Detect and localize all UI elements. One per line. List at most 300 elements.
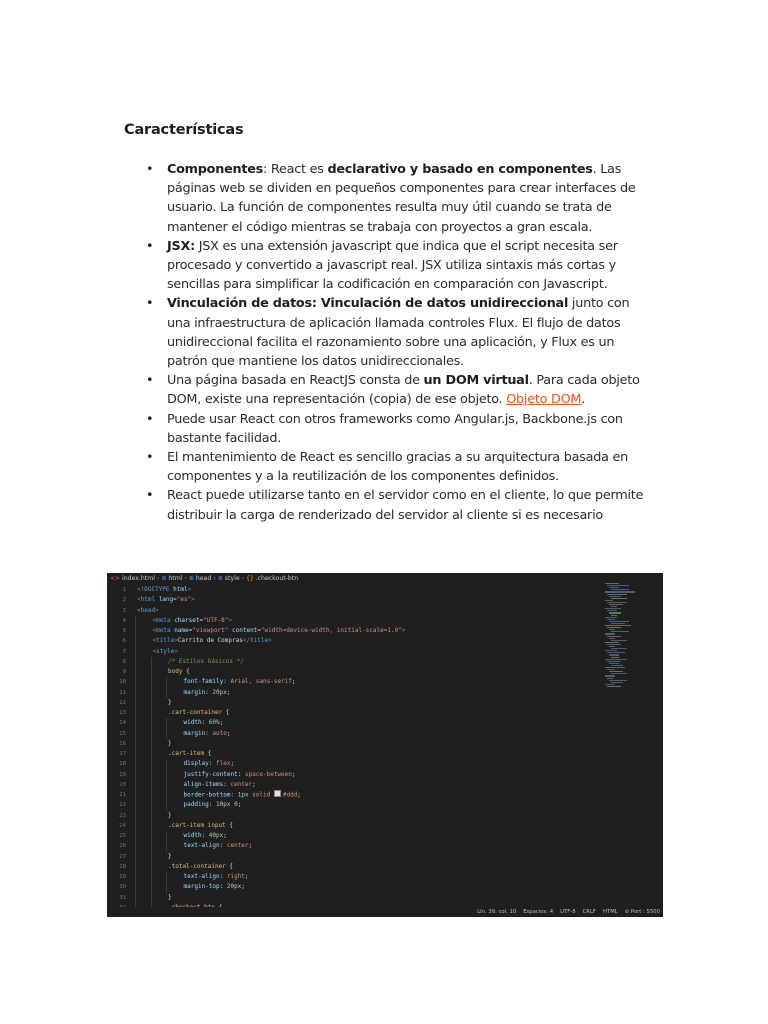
code-token: !DOCTYPE (140, 586, 170, 593)
indent-guide (166, 841, 167, 851)
feature-text: . (581, 392, 586, 408)
breadcrumb-item[interactable]: style (224, 575, 240, 582)
indent-guide (135, 841, 136, 851)
indent-guide (135, 811, 136, 821)
code-token: ; (291, 678, 296, 686)
minimap-line (605, 608, 621, 609)
line-number: 25 (119, 833, 126, 839)
code-token: ; (226, 729, 231, 737)
code-text[interactable] (168, 667, 190, 677)
code-line (107, 636, 663, 646)
code-token: 40px (208, 832, 224, 839)
feature-item (146, 410, 646, 448)
code-token: margin (183, 688, 206, 696)
minimap-line (605, 583, 619, 584)
line-number: 27 (119, 853, 126, 860)
code-text[interactable] (137, 606, 159, 616)
code-token: content (228, 627, 258, 634)
minimap-line (607, 686, 621, 687)
code-line (107, 811, 663, 821)
line-number: 3 (122, 607, 126, 614)
code-token: center (226, 842, 249, 850)
line-number: 10 (119, 679, 126, 686)
status-item[interactable]: Espacios: 4 (523, 909, 554, 915)
code-token: = (199, 616, 204, 624)
indent-guide (151, 688, 152, 698)
code-token: "width=device-width, initial-scale=1.0" (260, 627, 402, 634)
indent-guide (151, 790, 152, 800)
code-token: : (208, 760, 217, 768)
code-line (107, 606, 663, 616)
code-text[interactable] (137, 595, 195, 605)
code-token: } (168, 852, 172, 860)
code-token: /* Estilos básicos */ (168, 657, 244, 665)
indent-guide (151, 882, 152, 892)
indent-guide (135, 677, 136, 687)
feature-text: . Las páginas web se dividen en pequeños componentes para crear interfaces de usuario. La función de componentes resulta muy útil cuando se trata de mantener el código mientras se trabaja con proyectos a gran escala. (167, 162, 636, 235)
indent-guide (166, 790, 167, 800)
minimap-line (611, 606, 617, 607)
minimap-line (607, 619, 615, 620)
line-number: 8 (122, 658, 126, 665)
code-token: align-items (183, 780, 224, 788)
code-area (107, 585, 663, 913)
code-line (107, 626, 663, 636)
status-item[interactable]: HTML (602, 909, 618, 915)
minimap-line (607, 661, 621, 662)
code-text[interactable] (184, 800, 242, 810)
line-number: 13 (119, 710, 126, 716)
indent-guide (151, 862, 152, 872)
code-token: < (152, 647, 157, 655)
minimap-line (609, 638, 615, 639)
code-token: ; (219, 719, 224, 727)
minimap-line (609, 621, 629, 622)
minimap-line (605, 650, 617, 651)
line-number: 23 (119, 812, 126, 819)
indent-guide (135, 657, 136, 667)
code-token: ; (291, 770, 296, 778)
minimap-line (605, 617, 617, 618)
code-text[interactable] (184, 841, 253, 851)
code-line (107, 739, 663, 749)
tag-icon: ⊛ (188, 575, 196, 582)
code-token: Arial, sans-serif (230, 678, 292, 686)
code-token: = (173, 596, 177, 604)
code-token: : (219, 883, 227, 891)
line-number: 22 (119, 802, 126, 809)
minimap-line (605, 667, 625, 668)
line-number: 2 (122, 597, 126, 604)
code-token: > (174, 647, 178, 655)
indent-guide (135, 790, 136, 800)
code-text[interactable] (168, 893, 172, 903)
minimap-line (611, 623, 625, 624)
indent-guide (135, 821, 136, 831)
code-text[interactable] (184, 770, 296, 780)
code-token: < (137, 606, 141, 614)
code-line (107, 616, 663, 626)
code-token: justify-content (183, 770, 238, 778)
code-line (107, 770, 663, 780)
minimap-line (609, 596, 621, 597)
code-token: ; (252, 780, 256, 788)
bold-term: un DOM virtual (423, 373, 529, 389)
code-token: solid (248, 791, 274, 799)
code-text[interactable] (168, 708, 229, 718)
code-line (107, 677, 663, 687)
code-token: : (219, 842, 227, 850)
line-number: 15 (119, 730, 126, 737)
minimap-line (605, 633, 615, 634)
feature-item (146, 237, 646, 295)
indent-guide (166, 677, 167, 687)
indent-guide (135, 626, 136, 636)
code-token: meta (156, 627, 171, 634)
code-text[interactable] (184, 790, 301, 801)
code-line (107, 667, 663, 677)
indent-guide (151, 749, 152, 759)
indent-guide (151, 872, 152, 882)
breadcrumb-separator: › (213, 575, 216, 582)
indent-guide (135, 852, 136, 862)
code-token: title (156, 637, 175, 645)
code-text[interactable] (153, 616, 233, 626)
code-text[interactable] (184, 780, 256, 790)
code-token: } (168, 893, 172, 901)
minimap-line (611, 589, 629, 590)
code-token: meta (156, 616, 171, 624)
breadcrumb-item[interactable]: index.html (121, 575, 155, 582)
minimap-line (611, 657, 619, 658)
code-token: ; (237, 801, 242, 809)
indent-guide (151, 718, 152, 728)
code-token: } (168, 811, 172, 819)
code-token: 1px (237, 791, 249, 799)
code-text[interactable] (184, 882, 245, 892)
code-token: > (187, 586, 192, 593)
code-token: : (201, 832, 209, 839)
code-text[interactable] (184, 718, 224, 728)
indent-guide (135, 800, 136, 810)
code-token: head (140, 606, 156, 614)
code-token: .cart-container (168, 709, 223, 716)
code-token: < (152, 637, 157, 645)
code-line (107, 893, 663, 903)
feature-text: El mantenimiento de React es sencillo gracias a su arquitectura basada en componentes y a la reutilización de los componentes definidos. (167, 450, 628, 485)
code-token: : (219, 873, 227, 880)
breadcrumb-item[interactable]: html (168, 575, 183, 582)
code-token: ; (241, 883, 245, 891)
code-text[interactable] (168, 698, 172, 708)
indent-guide (166, 718, 167, 728)
html-file-icon: <> (110, 575, 122, 582)
line-number: 11 (119, 689, 126, 696)
feature-text: Una página basada en ReactJS consta de (167, 373, 424, 389)
indent-guide (151, 852, 152, 862)
minimap-line (605, 675, 615, 676)
feature-list (146, 160, 646, 525)
code-token: html (140, 596, 156, 604)
breadcrumb-separator: › (156, 575, 160, 582)
code-line (107, 821, 663, 831)
code-text[interactable] (153, 647, 178, 657)
code-token: { (182, 668, 190, 675)
feature-text: . Para cada objeto DOM, existe una representación (copia) de ese objeto. (167, 373, 640, 408)
bold-term: Vinculación de datos: Vinculación de datos unidireccional (167, 296, 569, 312)
code-token: 60% (208, 719, 220, 727)
code-token: .total-container (168, 862, 226, 870)
code-token: : (223, 678, 231, 686)
code-text[interactable] (168, 852, 172, 862)
code-token: Carrito de Compras (177, 637, 243, 645)
code-token: : (237, 770, 245, 778)
tag-icon: ⊛ (217, 575, 225, 582)
indent-guide (151, 708, 152, 718)
indent-guide (151, 770, 152, 780)
code-token: style (156, 647, 175, 655)
code-token: > (155, 606, 159, 614)
code-line (107, 708, 663, 718)
code-text[interactable] (168, 657, 244, 667)
code-token: > (401, 627, 406, 634)
code-token: 20px (226, 883, 242, 891)
editor-status-bar (107, 907, 663, 917)
code-token: < (137, 596, 141, 604)
minimap-line (607, 602, 627, 603)
indent-guide (166, 688, 167, 698)
code-token: ; (223, 832, 227, 839)
code-line (107, 688, 663, 698)
bold-term: Componentes (167, 162, 264, 177)
code-line (107, 790, 663, 800)
feature-item (146, 294, 646, 371)
indent-guide (166, 872, 167, 882)
code-editor-screenshot (107, 573, 663, 917)
code-token: space-between (244, 770, 292, 778)
indent-guide (135, 770, 136, 780)
line-number: 14 (119, 720, 126, 727)
minimap-line (611, 682, 623, 683)
minimap-line (605, 684, 615, 685)
code-text[interactable] (153, 636, 272, 646)
code-line (107, 647, 663, 657)
indent-guide (166, 800, 167, 810)
status-item[interactable]: Lín. 39, col. 10 (477, 909, 517, 915)
code-token: 20px (212, 688, 227, 696)
code-token: .cart-item input (168, 821, 226, 829)
bold-term: declarativo y basado en componentes (327, 162, 593, 177)
indent-guide (135, 759, 136, 769)
code-text[interactable] (168, 821, 233, 831)
indent-guide (151, 821, 152, 831)
code-text[interactable] (184, 872, 249, 882)
minimap-line (609, 671, 623, 672)
line-number: 20 (119, 781, 126, 788)
status-item[interactable]: ⊘ Port : 5500 (624, 909, 660, 915)
minimap-line (611, 598, 627, 599)
code-line (107, 780, 663, 790)
line-number: 6 (122, 638, 126, 645)
line-number: 7 (122, 648, 126, 655)
code-token: { (225, 821, 234, 829)
code-token: font-family (183, 678, 224, 686)
code-line (107, 872, 663, 882)
minimap-line (607, 669, 615, 670)
indent-guide (135, 616, 136, 626)
code-token: 10px 0 (216, 801, 238, 809)
breadcrumb-item[interactable]: .checkout-btn (255, 575, 299, 582)
section-heading: Características (124, 122, 244, 138)
indent-guide (135, 893, 136, 903)
minimap-line (607, 678, 613, 679)
code-text[interactable] (184, 677, 296, 687)
indent-guide (135, 729, 136, 739)
minimap-line (609, 654, 619, 655)
dom-object-link[interactable]: Objeto DOM (506, 392, 582, 408)
code-token: charset (170, 616, 200, 624)
code-line (107, 852, 663, 862)
code-text[interactable] (184, 688, 231, 698)
code-text[interactable] (168, 739, 172, 749)
code-line (107, 841, 663, 851)
code-token: = (188, 627, 193, 634)
code-line (107, 882, 663, 892)
indent-guide (135, 688, 136, 698)
color-swatch[interactable] (274, 790, 281, 797)
indent-guide (135, 739, 136, 749)
code-token: title (250, 637, 269, 645)
breadcrumb-separator: › (241, 575, 245, 582)
feature-text: React puede utilizarse tanto en el servidor como en el cliente, lo que permite distribuir la carga de renderizado del servidor al cliente si es necesario (167, 488, 644, 523)
status-item[interactable]: UTF-8 (560, 909, 576, 915)
line-number: 19 (119, 771, 126, 778)
code-token: border-bottom (183, 791, 231, 799)
code-token: ; (244, 873, 249, 880)
minimap-line (607, 585, 629, 586)
code-line (107, 831, 663, 841)
indent-guide (135, 831, 136, 841)
indent-guide (151, 729, 152, 739)
minimap-line (611, 665, 623, 666)
code-text[interactable] (168, 862, 233, 872)
editor-breadcrumb (107, 573, 663, 584)
code-token: > (174, 637, 178, 645)
code-token: display (183, 760, 209, 768)
code-token: { (204, 750, 212, 757)
code-token: margin-top (183, 883, 220, 891)
indent-guide (135, 749, 136, 759)
indent-guide (151, 811, 152, 821)
code-text[interactable] (168, 749, 211, 759)
minimap-line (611, 640, 627, 641)
code-token: lang (155, 596, 174, 604)
line-number: 24 (119, 822, 126, 829)
code-token: : (205, 729, 213, 737)
code-line (107, 749, 663, 759)
code-token: = (257, 627, 261, 634)
code-token: padding (183, 801, 209, 809)
indent-guide (151, 657, 152, 667)
indent-guide (151, 759, 152, 769)
code-token: } (168, 739, 172, 747)
code-token: { (222, 709, 230, 716)
indent-guide (151, 739, 152, 749)
minimap-line (609, 587, 619, 588)
minimap-line (611, 673, 627, 674)
code-token: right (226, 873, 245, 880)
code-text[interactable] (168, 811, 172, 821)
minimap-line (607, 652, 625, 653)
minimap-line (611, 648, 627, 649)
code-token: margin (183, 729, 206, 737)
code-token: html (169, 586, 188, 593)
code-text[interactable] (184, 759, 235, 769)
minimap-line (605, 659, 627, 660)
code-token: : (208, 801, 217, 809)
minimap-line (607, 644, 621, 645)
code-token: body (168, 668, 183, 675)
indent-guide (166, 729, 167, 739)
indent-guide (151, 677, 152, 687)
line-number: 1 (122, 587, 126, 593)
indent-guide (151, 667, 152, 677)
breadcrumb-item[interactable]: head (195, 575, 212, 582)
minimap-line (611, 615, 617, 616)
feature-item (146, 486, 646, 524)
code-text[interactable] (137, 585, 191, 595)
code-token: center (230, 780, 253, 788)
code-token: < (152, 627, 157, 634)
minimap-line (609, 646, 615, 647)
status-item[interactable]: CRLF (582, 909, 596, 915)
feature-item (146, 160, 646, 237)
code-line (107, 595, 663, 605)
code-token: .cart-item (168, 750, 205, 757)
indent-guide (151, 800, 152, 810)
code-text[interactable] (153, 626, 406, 636)
line-number: 29 (119, 874, 126, 880)
line-number: 30 (119, 884, 126, 891)
line-number: 5 (122, 628, 126, 634)
indent-guide (166, 759, 167, 769)
code-token: "es" (176, 596, 192, 604)
code-token: ; (230, 760, 235, 768)
code-text[interactable] (184, 729, 231, 739)
code-token: ; (226, 688, 231, 696)
minimap-line (607, 610, 617, 611)
minimap-line (609, 680, 627, 681)
line-number: 18 (119, 761, 126, 768)
indent-guide (135, 718, 136, 728)
minimap-line (605, 625, 631, 626)
line-number: 28 (119, 863, 126, 870)
code-token: text-align (183, 842, 220, 850)
code-token: } (168, 698, 172, 706)
minimap-line (605, 642, 619, 643)
code-token: text-align (183, 873, 220, 880)
line-number: 21 (119, 792, 126, 798)
indent-guide (135, 647, 136, 657)
code-text[interactable] (184, 831, 227, 841)
code-token: ; (297, 791, 301, 799)
indent-guide (135, 862, 136, 872)
line-number: 26 (119, 843, 126, 850)
feature-text: Puede usar React con otros frameworks como Angular.js, Backbone.js con bastante facilidad. (167, 411, 623, 446)
code-line (107, 657, 663, 667)
code-token: > (228, 616, 233, 624)
indent-guide (151, 780, 152, 790)
